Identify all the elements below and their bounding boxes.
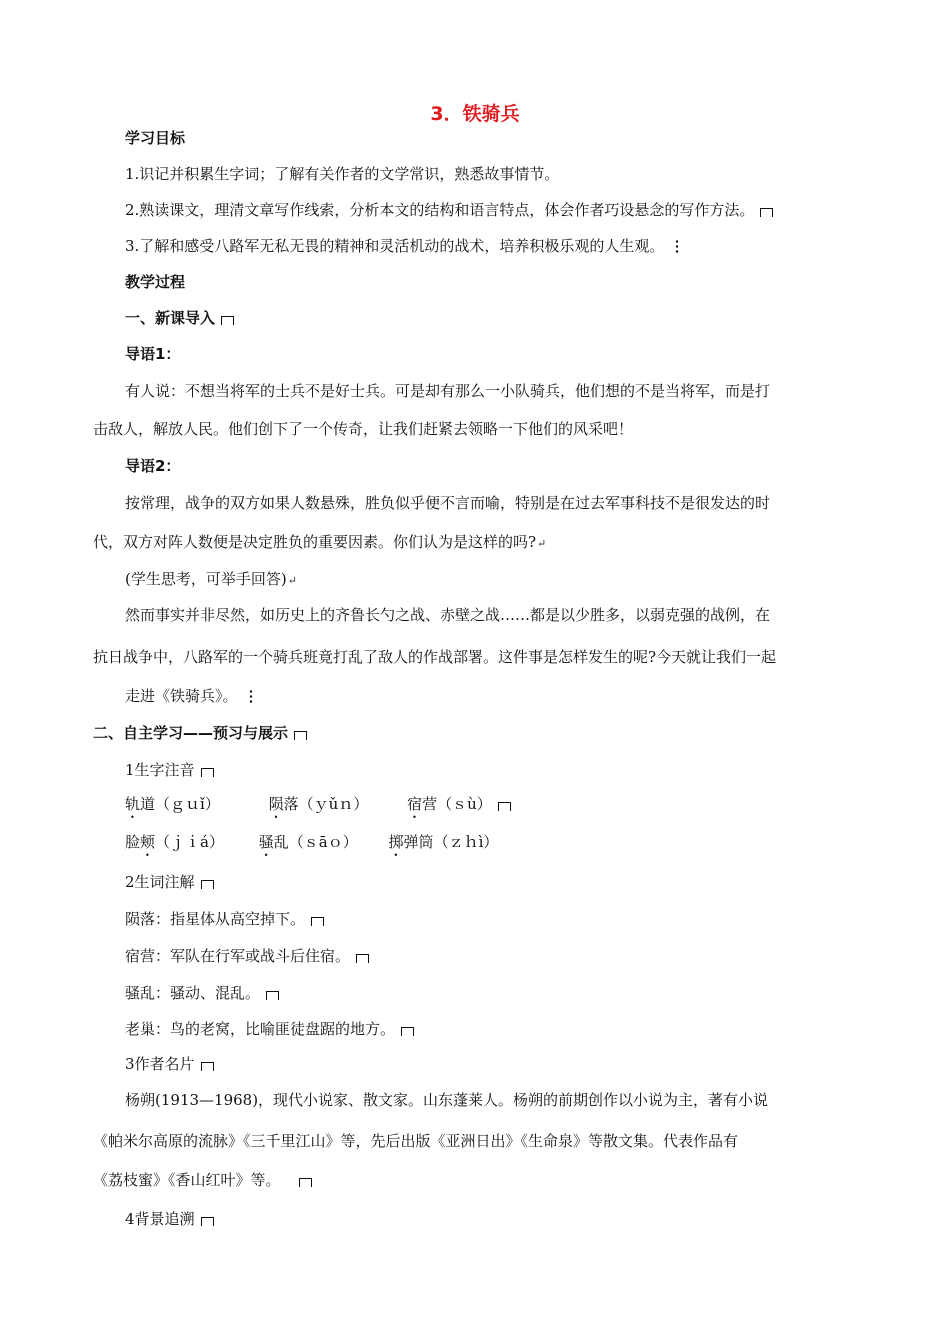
section2-heading: 二、自主学习——预习与展示 bbox=[93, 723, 307, 743]
section1-heading: 一、新课导入 bbox=[125, 308, 234, 328]
phonetics-row-1 bbox=[125, 794, 511, 822]
process-heading: 教学过程 bbox=[125, 273, 186, 291]
author-heading: 3作者名片 bbox=[125, 1054, 214, 1074]
closing-line-3: 走进《铁骑兵》。 bbox=[125, 686, 254, 706]
paragraph-mark-icon bbox=[294, 731, 307, 740]
phonetic-entry: 骚乱（ｓāｏ） bbox=[258, 833, 358, 851]
paragraph-mark-icon bbox=[760, 208, 773, 217]
phonetic-entry: 陨落（ｙǔｎ） bbox=[268, 795, 369, 813]
phonetics-row-2 bbox=[125, 832, 498, 860]
line-break-mark-icon: ↵ bbox=[537, 537, 547, 550]
intro2-line-2: 代，双方对阵人数便是决定胜负的重要因素。你们认为是这样的吗?↵ bbox=[93, 533, 547, 551]
background-heading: 4背景追溯 bbox=[125, 1209, 214, 1229]
line-break-mark-icon: ↵ bbox=[287, 574, 297, 587]
vocab-heading: 2生词注解 bbox=[125, 872, 214, 892]
student-note: (学生思考，可举手回答)↵ bbox=[125, 570, 297, 588]
document-title: 3．铁骑兵 bbox=[430, 103, 520, 125]
objectives-heading: 学习目标 bbox=[125, 129, 186, 147]
intro2-label: 导语2： bbox=[125, 457, 181, 475]
vocab-item: 老巢：鸟的老窝，比喻匪徒盘踞的地方。 bbox=[125, 1019, 414, 1039]
vocab-item: 骚乱：骚动、混乱。 bbox=[125, 983, 279, 1003]
paragraph-mark-icon bbox=[221, 316, 234, 325]
objective-item-2: 2.熟读课文，理清文章写作线索，分析本文的结构和语言特点，体会作者巧设悬念的写作方法。 bbox=[125, 200, 773, 220]
vertical-dots-icon bbox=[674, 239, 680, 253]
vertical-dots-icon bbox=[248, 689, 254, 703]
paragraph-mark-icon bbox=[201, 1062, 214, 1071]
intro2-line-1: 按常理，战争的双方如果人数悬殊，胜负似乎便不言而喻，特别是在过去军事科技不是很发达的时 bbox=[125, 494, 771, 512]
vocab-item: 宿营：军队在行军或战斗后住宿。 bbox=[125, 946, 369, 966]
paragraph-mark-icon bbox=[401, 1027, 414, 1036]
phonetic-entry: 轨道（ｇｕǐ） bbox=[125, 795, 220, 813]
paragraph-mark-icon bbox=[201, 880, 214, 889]
phonetic-entry: 宿营（ｓù） bbox=[407, 795, 492, 813]
paragraph-mark-icon bbox=[311, 917, 324, 926]
intro1-line-1: 有人说：不想当将军的士兵不是好士兵。可是却有那么一小队骑兵，他们想的不是当将军，而是打 bbox=[125, 382, 771, 400]
closing-line-1: 然而事实并非尽然，如历史上的齐鲁长勺之战、赤壁之战……都是以少胜多，以弱克强的战例，在 bbox=[125, 606, 771, 624]
paragraph-mark-icon bbox=[201, 1217, 214, 1226]
paragraph-mark-icon bbox=[266, 991, 279, 1000]
objective-item-1: 1.识记并积累生字词；了解有关作者的文学常识，熟悉故事情节。 bbox=[125, 165, 560, 183]
vocab-item: 陨落：指星体从高空掉下。 bbox=[125, 909, 324, 929]
phonetic-entry: 掷弹筒（ｚｈì） bbox=[388, 833, 499, 851]
objective-item-3: 3.了解和感受八路军无私无畏的精神和灵活机动的战术，培养积极乐观的人生观。 bbox=[125, 236, 680, 256]
intro1-label: 导语1： bbox=[125, 345, 181, 363]
intro1-line-2: 击敌人，解放人民。他们创下了一个传奇，让我们赶紧去领略一下他们的风采吧！ bbox=[93, 420, 634, 438]
phonetic-entry: 脸颊（ｊｉá） bbox=[125, 833, 224, 851]
paragraph-mark-icon bbox=[201, 768, 214, 777]
closing-line-2: 抗日战争中，八路军的一个骑兵班竟打乱了敌人的作战部署。这件事是怎样发生的呢?今天就让我们一起 bbox=[93, 648, 777, 666]
paragraph-mark-icon bbox=[356, 954, 369, 963]
author-line-2: 《帕米尔高原的流脉》《三千里江山》等，先后出版《亚洲日出》《生命泉》等散文集。代表作品有 bbox=[93, 1132, 739, 1150]
paragraph-mark-icon bbox=[299, 1178, 312, 1187]
author-line-3: 《荔枝蜜》《香山红叶》等。 bbox=[93, 1170, 312, 1190]
author-line-1: 杨朔(1913—1968)，现代小说家、散文家。山东蓬莱人。杨朔的前期创作以小说为主，著有小说 bbox=[125, 1091, 769, 1109]
paragraph-mark-icon bbox=[498, 802, 511, 811]
phonetics-heading: 1生字注音 bbox=[125, 760, 214, 780]
